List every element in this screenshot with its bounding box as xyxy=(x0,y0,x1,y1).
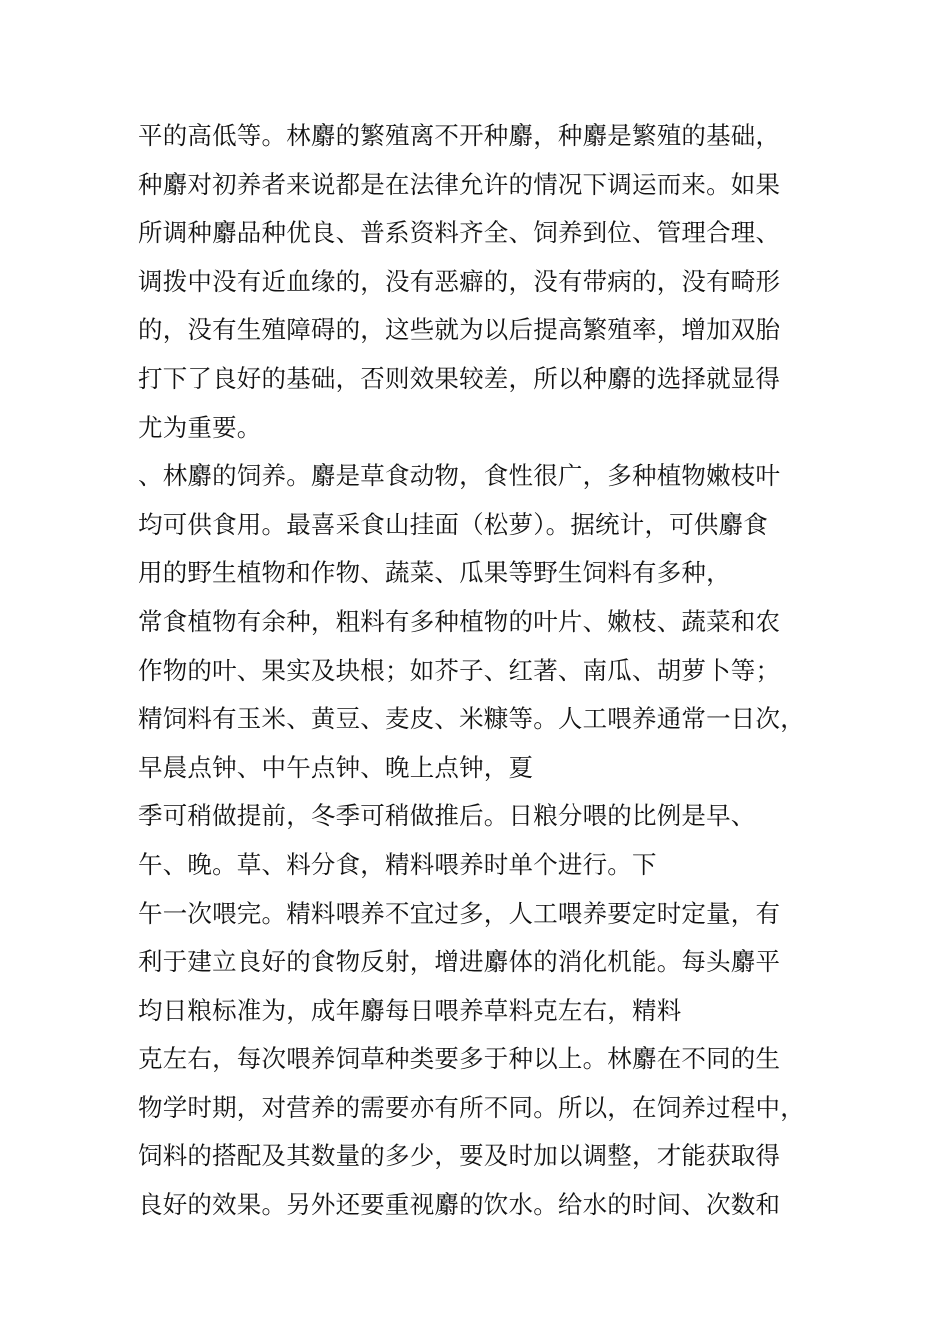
text-line: 、林麝的饲养。麝是草食动物，食性很广，多种植物嫩枝叶 xyxy=(138,461,781,491)
text-line: 均日粮标准为，成年麝每日喂养草料克左右，精料 xyxy=(138,995,682,1025)
text-line: 午一次喂完。精料喂养不宜过多，人工喂养要定时定量，有 xyxy=(138,898,781,928)
text-line: 良好的效果。另外还要重视麝的饮水。给水的时间、次数和 xyxy=(138,1190,781,1220)
text-line: 季可稍做提前，冬季可稍做推后。日粮分喂的比例是早、 xyxy=(138,801,756,831)
text-line: 的，没有生殖障碍的，这些就为以后提高繁殖率，增加双胎 xyxy=(138,315,781,345)
text-line: 午、晚。草、料分食，精料喂养时单个进行。下 xyxy=(138,849,657,879)
text-line: 调拨中没有近血缘的，没有恶癖的，没有带病的，没有畸形 xyxy=(138,266,781,296)
text-line: 克左右，每次喂养饲草种类要多于种以上。林麝在不同的生 xyxy=(138,1044,781,1074)
text-line: 物学时期，对营养的需要亦有所不同。所以，在饲养过程中， xyxy=(138,1092,805,1122)
text-line: 尤为重要。 xyxy=(138,412,262,442)
text-line: 所调种麝品种优良、普系资料齐全、饲养到位、管理合理、 xyxy=(138,218,781,248)
text-line: 打下了良好的基础，否则效果较差，所以种麝的选择就显得 xyxy=(138,363,781,393)
text-line: 常食植物有余种，粗料有多种植物的叶片、嫩枝、蔬菜和农 xyxy=(138,606,781,636)
text-line: 均可供食用。最喜采食山挂面（松萝）。据统计，可供麝食 xyxy=(138,509,768,539)
text-line: 用的野生植物和作物、蔬菜、瓜果等野生饲料有多种， xyxy=(138,558,731,588)
text-line: 精饲料有玉米、黄豆、麦皮、米糠等。人工喂养通常一日次， xyxy=(138,704,805,734)
text-line: 作物的叶、果实及块根；如芥子、红著、南瓜、胡萝卜等； xyxy=(138,655,781,685)
text-line: 平的高低等。林麝的繁殖离不开种麝，种麝是繁殖的基础， xyxy=(138,121,781,150)
text-line: 饲料的搭配及其数量的多少，要及时加以调整，才能获取得 xyxy=(138,1141,781,1171)
text-line: 早晨点钟、中午点钟、晚上点钟，夏 xyxy=(138,752,534,782)
text-line: 种麝对初养者来说都是在法律允许的情况下调运而来。如果 xyxy=(138,169,781,199)
text-line: 利于建立良好的食物反射，增进麝体的消化机能。每头麝平 xyxy=(138,947,781,977)
text-body xyxy=(138,112,828,1230)
